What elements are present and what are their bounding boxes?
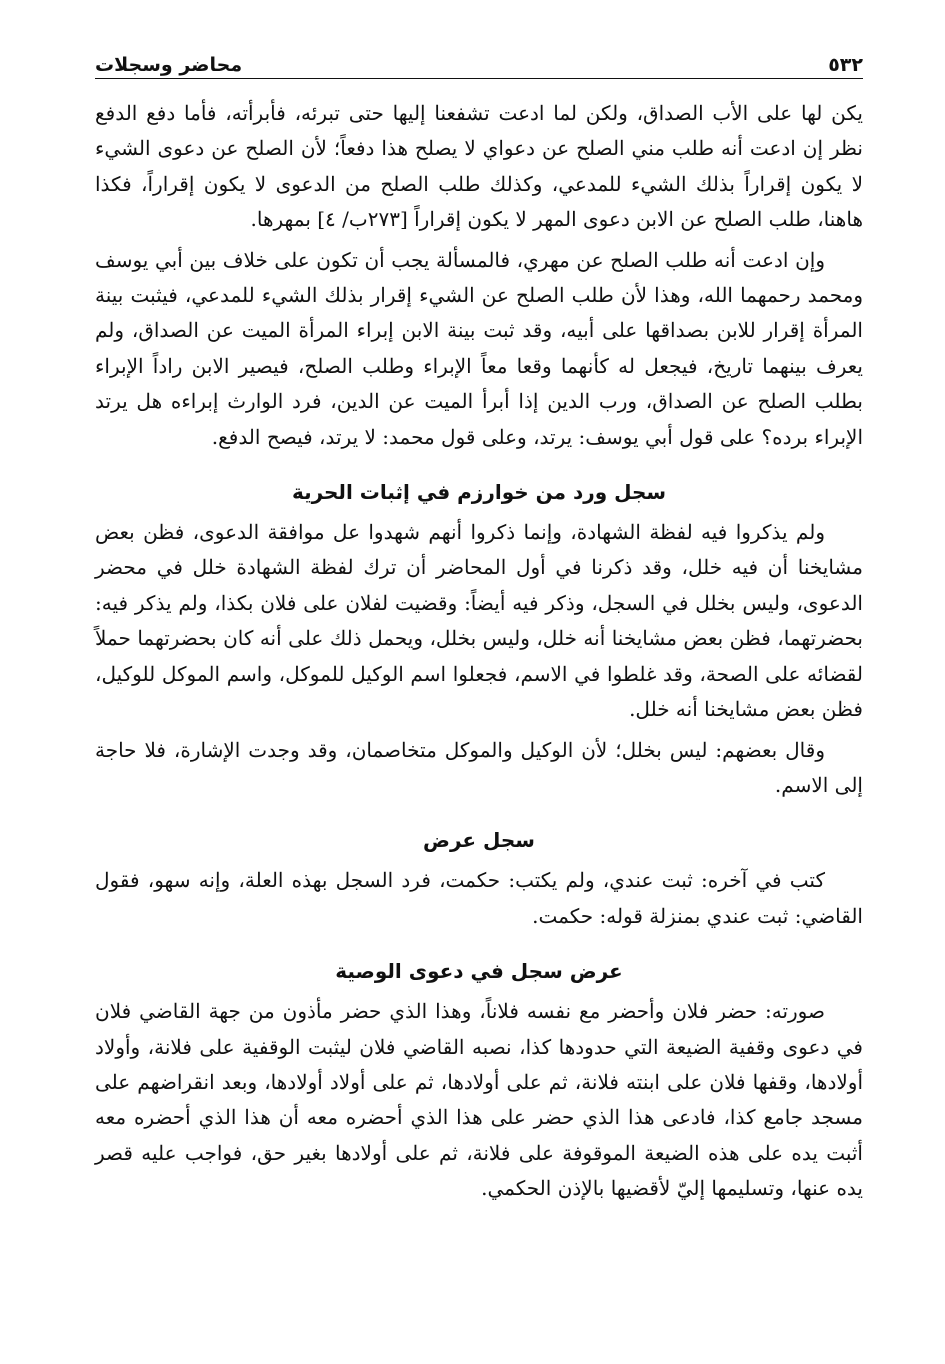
running-header — [95, 40, 863, 76]
paragraph: كتب في آخره: ثبت عندي، ولم يكتب: حكمت، فرد السجل بهذه العلة، وإنه سهو، فقول القاضي: ثبت عندي بمنزلة قوله: حكمت. — [95, 868, 863, 928]
section-heading: سجل عرض — [423, 828, 535, 853]
paragraph: يكن لها على الأب الصداق، ولكن لما ادعت تشفعنا إليها حتى تبرئه، فأبرأته، فأما دفع الدفع نظر إن ادعت أنه طلب مني الصلح عن دعواي لا يصلح هذا دفعاً؛ لأن الصلح عن دعوى الشيء لا يكون إقراراً بذلك الشيء للمدعي، وكذلك طلب الصلح من الدعوى لا يكون إقراراً، فكذا هاهنا، طلب الصلح عن الابن دعوى المهر لا يكون إقراراً [٢٧٣ب/ ٤] بمهرها. — [95, 101, 863, 232]
book-title: محاضر وسجلات — [95, 54, 243, 76]
paragraph: صورته: حضر فلان وأحضر مع نفسه فلاناً، وهذا الذي حضر مأذون من جهة القاضي فلان في دعوى وقفية الضيعة التي حدودها كذا، نصبه القاضي فلان ليثبت الوقفية على فلانة، وأولاد أولادها، وقفها فلان على ابنته فلانة، ثم على أولادها، ثم على أولاد أولادها، وبعد انقراضهم على مسجد جامع كذا، فادعى هذا الذي حضر على هذا الذي أحضره معه أن هذا الذي أحضره معه أثبت يده على هذه الضيعة الموقوفة على فلانة، ثم على أولادها بغير حق، فواجب عليه قصر يده عنها، وتسليمها إليّ لأقضيها بالإذن الحكمي. — [95, 999, 863, 1201]
paragraph: وقال بعضهم: ليس بخلل؛ لأن الوكيل والموكل متخاصمان، وقد وجدت الإشارة، فلا حاجة إلى الاسم. — [95, 737, 863, 797]
paragraph: وإن ادعت أنه طلب الصلح عن مهري، فالمسألة يجب أن تكون على خلاف بين أبي يوسف ومحمد رحمهما الله، وهذا لأن طلب الصلح عن الشيء إقرار بذلك الشيء للمدعي، فيثبت بينة المرأة إقرار للابن بصداقها على أبيه، وقد ثبت بينة الابن إبراء المرأة الميت عن الصداق، ولم يعرف بينهما تاريخ، فيجعل له كأنهما وقعا معاً الإبراء وطلب الصلح، فيصير الابن راداً الإبراء بطلب الصلح عن الصداق، ورب الدين إذا أبرأ الميت عن الدين، فرد الوارث إبراءه هل يرتد الإبراء برده؟ على قول أبي يوسف: يرتد، وعلى قول محمد: لا يرتد، فيصح الدفع. — [95, 247, 863, 449]
section-heading: سجل ورد من خوارزم في إثبات الحرية — [291, 480, 667, 505]
paragraph: ولم يذكروا فيه لفظة الشهادة، وإنما ذكروا أنهم شهدوا عل موافقة الدعوى، فظن بعض مشايخنا أن فيه خلل، وقد ذكرنا في أول المحاضر أن ترك لفظة الشهادة خلل في محضر الدعوى، وليس بخلل في السجل، وذكر فيه أيضاً: وقضيت لفلان على فلان بكذا، ولم يذكر فيه: بحضرتهما، فظن بعض مشايخنا أنه خلل، وليس بخلل، ويحمل ذلك على أنه كان بحضرتهما حملاً لقضائه على الصحة، وقد غلطوا في الاسم، فجعلوا اسم الوكيل للموكل، واسم الموكل للوكيل، فظن بعض مشايخنا أنه خلل. — [95, 520, 863, 722]
body-text — [95, 96, 863, 1212]
page-number: ٥٣٢ — [828, 54, 863, 76]
section-heading: عرض سجل في دعوى الوصية — [335, 959, 623, 984]
header-divider — [95, 78, 863, 79]
